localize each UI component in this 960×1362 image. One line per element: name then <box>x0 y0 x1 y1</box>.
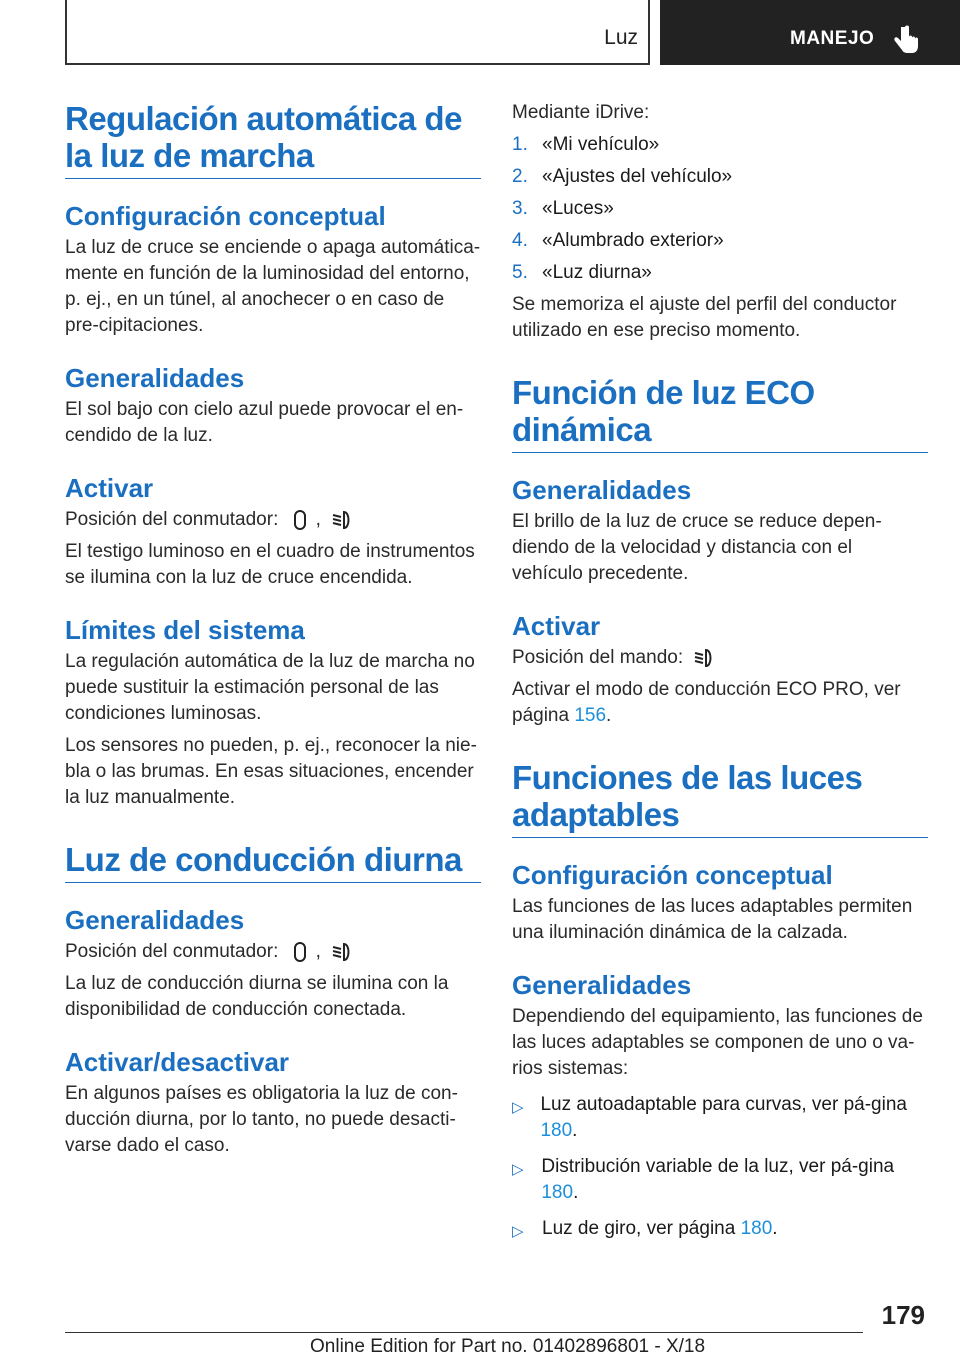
drl-switch-line: Posición del conmutador: , <box>65 939 481 965</box>
text-memo: Se memoriza el ajuste del perfil del conductor utilizado en ese preciso momento. <box>512 294 897 341</box>
heading-drl: Luz de conducción diurna <box>65 841 462 878</box>
list-item: ▷ Luz autoadaptable para curvas, ver pá-gina 180. <box>512 1092 928 1144</box>
heading-activate: Activar <box>65 473 154 503</box>
auto-light-switch-icon <box>288 508 312 532</box>
heading-eco-block <box>512 374 928 453</box>
heading-adaptive-general: Generalidades <box>512 970 692 1000</box>
page-number: 179 <box>881 1300 925 1330</box>
heading-auto-light: Regulación automática de la luz de marcha <box>65 100 462 174</box>
text-limits-1: La regulación automática de la luz de marcha no puede sustituir la estimación personal de las condiciones luminosas. <box>65 651 475 724</box>
heading-drl-block <box>65 841 481 883</box>
heading-adaptive-concept: Configuración conceptual <box>512 860 833 890</box>
left-column <box>65 100 481 1159</box>
text-adaptive-concept: Las funciones de las luces adaptables permiten una iluminación dinámica de la calzada. <box>512 896 913 943</box>
heading-eco: Función de luz ECO dinámica <box>512 374 815 448</box>
list-item: 4. «Alumbrado exterior» <box>512 230 724 251</box>
text-limits-2: Los sensores no pueden, p. ej., reconocer la nie-bla o las brumas. En esas situaciones, encender la luz manualmente. <box>65 735 477 808</box>
low-beam-icon <box>330 508 354 532</box>
drl-switch-label: Posición del conmutador: <box>65 941 279 962</box>
list-item: 2. «Ajustes del vehículo» <box>512 166 733 187</box>
list-item: 5. «Luz diurna» <box>512 262 652 283</box>
heading-eco-activate: Activar <box>512 611 601 641</box>
heading-adaptive-block <box>512 759 928 838</box>
header-chapter-tab <box>660 0 960 65</box>
text-indicator: El testigo luminoso en el cuadro de instrumentos se ilumina con la luz de cruce encendida. <box>65 541 475 588</box>
eco-switch-label: Posición del mando: <box>512 647 684 668</box>
low-beam-icon <box>692 646 716 670</box>
heading-eco-general: Generalidades <box>512 475 692 505</box>
footer-edition: Online Edition for Part no. 01402896801 - X/18 <box>310 1336 706 1357</box>
switch-position-label: Posición del conmutador: <box>65 509 279 530</box>
hand-pointer-icon <box>892 25 920 55</box>
page-link-180[interactable]: 180 <box>541 1182 574 1203</box>
heading-auto-light-block <box>65 100 481 179</box>
footer-rule <box>65 1332 863 1333</box>
text-general: El sol bajo con cielo azul puede provocar el en-cendido de la luz. <box>65 399 464 446</box>
page-link-180[interactable]: 180 <box>540 1120 573 1141</box>
text-idrive-intro: Mediante iDrive: <box>512 102 650 123</box>
header-section-title: Luz <box>604 26 638 49</box>
triangle-bullet-icon: ▷ <box>512 1161 524 1178</box>
text-eco-mode: Activar el modo de conducción ECO PRO, ver página 156. <box>512 679 901 726</box>
heading-drl-toggle: Activar/desactivar <box>65 1047 290 1077</box>
text-drl-toggle: En algunos países es obligatoria la luz de con-ducción diurna, por lo tanto, no puede desacti-varse dado el caso. <box>65 1083 458 1156</box>
heading-general: Generalidades <box>65 363 245 393</box>
low-beam-icon <box>330 940 354 964</box>
triangle-bullet-icon: ▷ <box>512 1099 524 1116</box>
idrive-steps-list <box>512 132 928 286</box>
text-concept: La luz de cruce se enciende o apaga automática-mente en función de la luminosidad del entorno, p. ej., en un túnel, al anochecer o en caso de pre-cipitaciones. <box>65 237 481 336</box>
list-item: 3. «Luces» <box>512 198 614 219</box>
heading-concept: Configuración conceptual <box>65 201 386 231</box>
list-item: ▷ Luz de giro, ver página 180. <box>512 1216 928 1245</box>
adaptive-systems-list <box>512 1092 928 1245</box>
list-item: 1. «Mi vehículo» <box>512 134 660 155</box>
heading-limits: Límites del sistema <box>65 615 305 645</box>
right-column <box>512 100 928 1245</box>
switch-position-line: Posición del conmutador: , <box>65 507 481 533</box>
heading-adaptive: Funciones de las luces adaptables <box>512 759 863 833</box>
text-eco-general: El brillo de la luz de cruce se reduce depen-diendo de la velocidad y distancia con el vehículo precedente. <box>512 511 882 584</box>
text-adaptive-general: Dependiendo del equipamiento, las funciones de las luces adaptables se componen de uno o va-rios sistemas: <box>512 1006 923 1079</box>
auto-light-switch-icon <box>288 940 312 964</box>
header-chapter-label: MANEJO <box>790 28 875 49</box>
page-link-156[interactable]: 156 <box>574 705 607 726</box>
heading-drl-general: Generalidades <box>65 905 245 935</box>
page-link-180[interactable]: 180 <box>740 1218 773 1239</box>
list-item: ▷ Distribución variable de la luz, ver pá-gina 180. <box>512 1154 928 1206</box>
eco-switch-line <box>512 645 928 671</box>
triangle-bullet-icon: ▷ <box>512 1223 524 1240</box>
text-drl: La luz de conducción diurna se ilumina con la disponibilidad de conducción conectada. <box>65 973 449 1020</box>
